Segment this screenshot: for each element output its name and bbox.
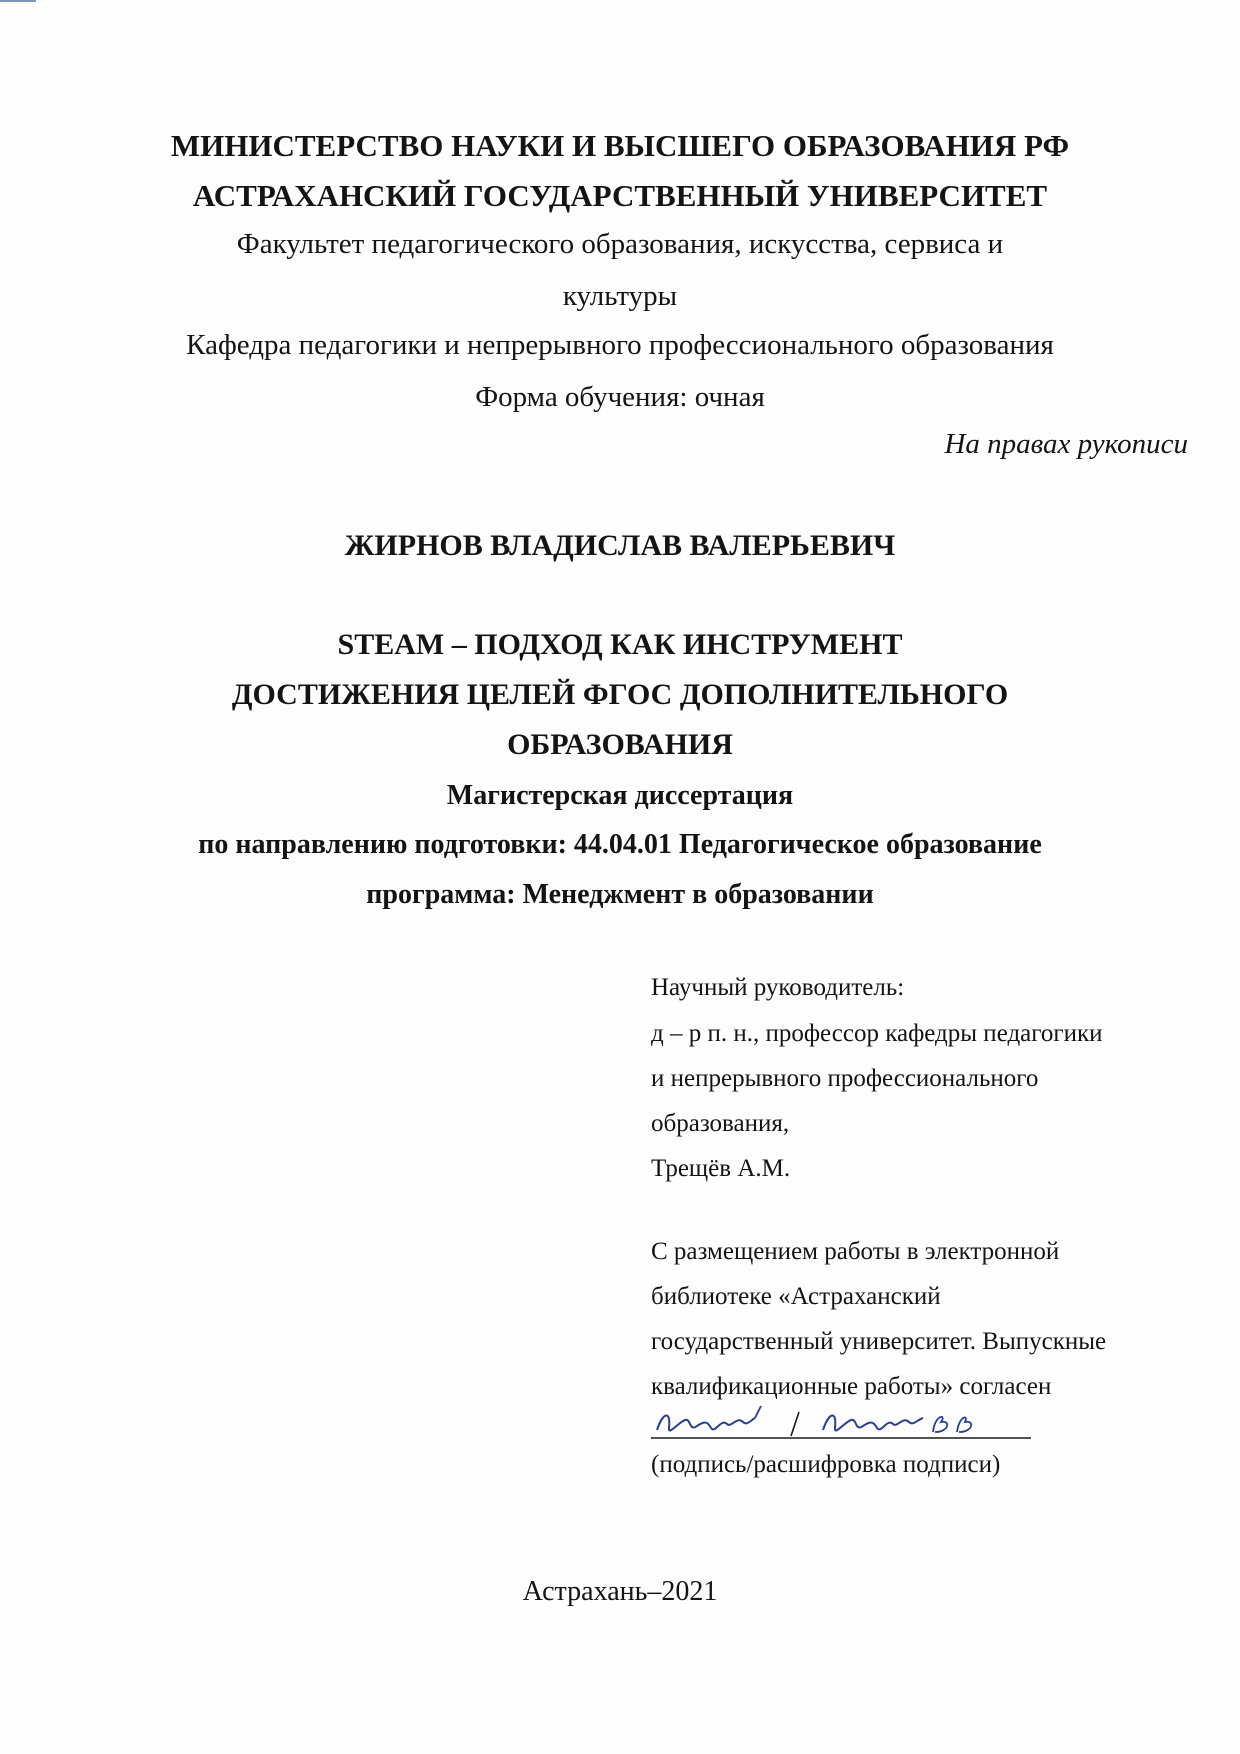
scan-edge-mark bbox=[0, 0, 36, 2]
signature-caption: (подпись/расшифровка подписи) bbox=[651, 1451, 1001, 1478]
thesis-type: Магистерская диссертация bbox=[446, 780, 794, 811]
supervisor-degree-line-3: образования, bbox=[651, 1110, 790, 1137]
supervisor-name: Трещёв А.М. bbox=[651, 1155, 791, 1182]
consent-line-1: С размещением работы в электронной bbox=[651, 1238, 1060, 1265]
consent-line-3: государственный университет. Выпускные bbox=[651, 1328, 1107, 1355]
thesis-title-line-3: ОБРАЗОВАНИЯ bbox=[507, 728, 733, 761]
consent-line-2: библиотеке «Астраханский bbox=[651, 1283, 941, 1310]
supervisor-degree-line-2: и непрерывного профессионального bbox=[651, 1065, 1039, 1092]
handwritten-signature bbox=[651, 1402, 1031, 1442]
study-form-line: Форма обучения: очная bbox=[475, 381, 765, 413]
ministry-heading: МИНИСТЕРСТВО НАУКИ И ВЫСШЕГО ОБРАЗОВАНИЯ РФ bbox=[170, 128, 1070, 163]
thesis-program: программа: Менеджмент в образовании bbox=[366, 879, 874, 910]
thesis-title-line-1: STEAM – ПОДХОД КАК ИНСТРУМЕНТ bbox=[337, 628, 903, 661]
thesis-title-line-2: ДОСТИЖЕНИЯ ЦЕЛЕЙ ФГОС ДОПОЛНИТЕЛЬНОГО bbox=[231, 678, 1009, 711]
consent-line-4: квалификационные работы» согласен bbox=[651, 1373, 1052, 1400]
supervisor-label: Научный руководитель: bbox=[651, 974, 905, 1001]
author-name: ЖИРНОВ ВЛАДИСЛАВ ВАЛЕРЬЕВИЧ bbox=[344, 529, 896, 562]
faculty-line-2: культуры bbox=[562, 280, 678, 312]
supervisor-degree-line-1: д – р п. н., профессор кафедры педагогики bbox=[651, 1020, 1103, 1047]
city-year: Астрахань–2021 bbox=[522, 1576, 718, 1607]
department-line: Кафедра педагогики и непрерывного профессионального образования bbox=[186, 329, 1054, 361]
signature-drawing bbox=[651, 1402, 1031, 1442]
manuscript-note: На правах рукописи bbox=[944, 428, 1188, 460]
university-heading: АСТРАХАНСКИЙ ГОСУДАРСТВЕННЫЙ УНИВЕРСИТЕТ bbox=[192, 178, 1048, 213]
thesis-direction: по направлению подготовки: 44.04.01 Педагогическое образование bbox=[198, 829, 1042, 860]
faculty-line-1: Факультет педагогического образования, искусства, сервиса и bbox=[236, 228, 1004, 260]
